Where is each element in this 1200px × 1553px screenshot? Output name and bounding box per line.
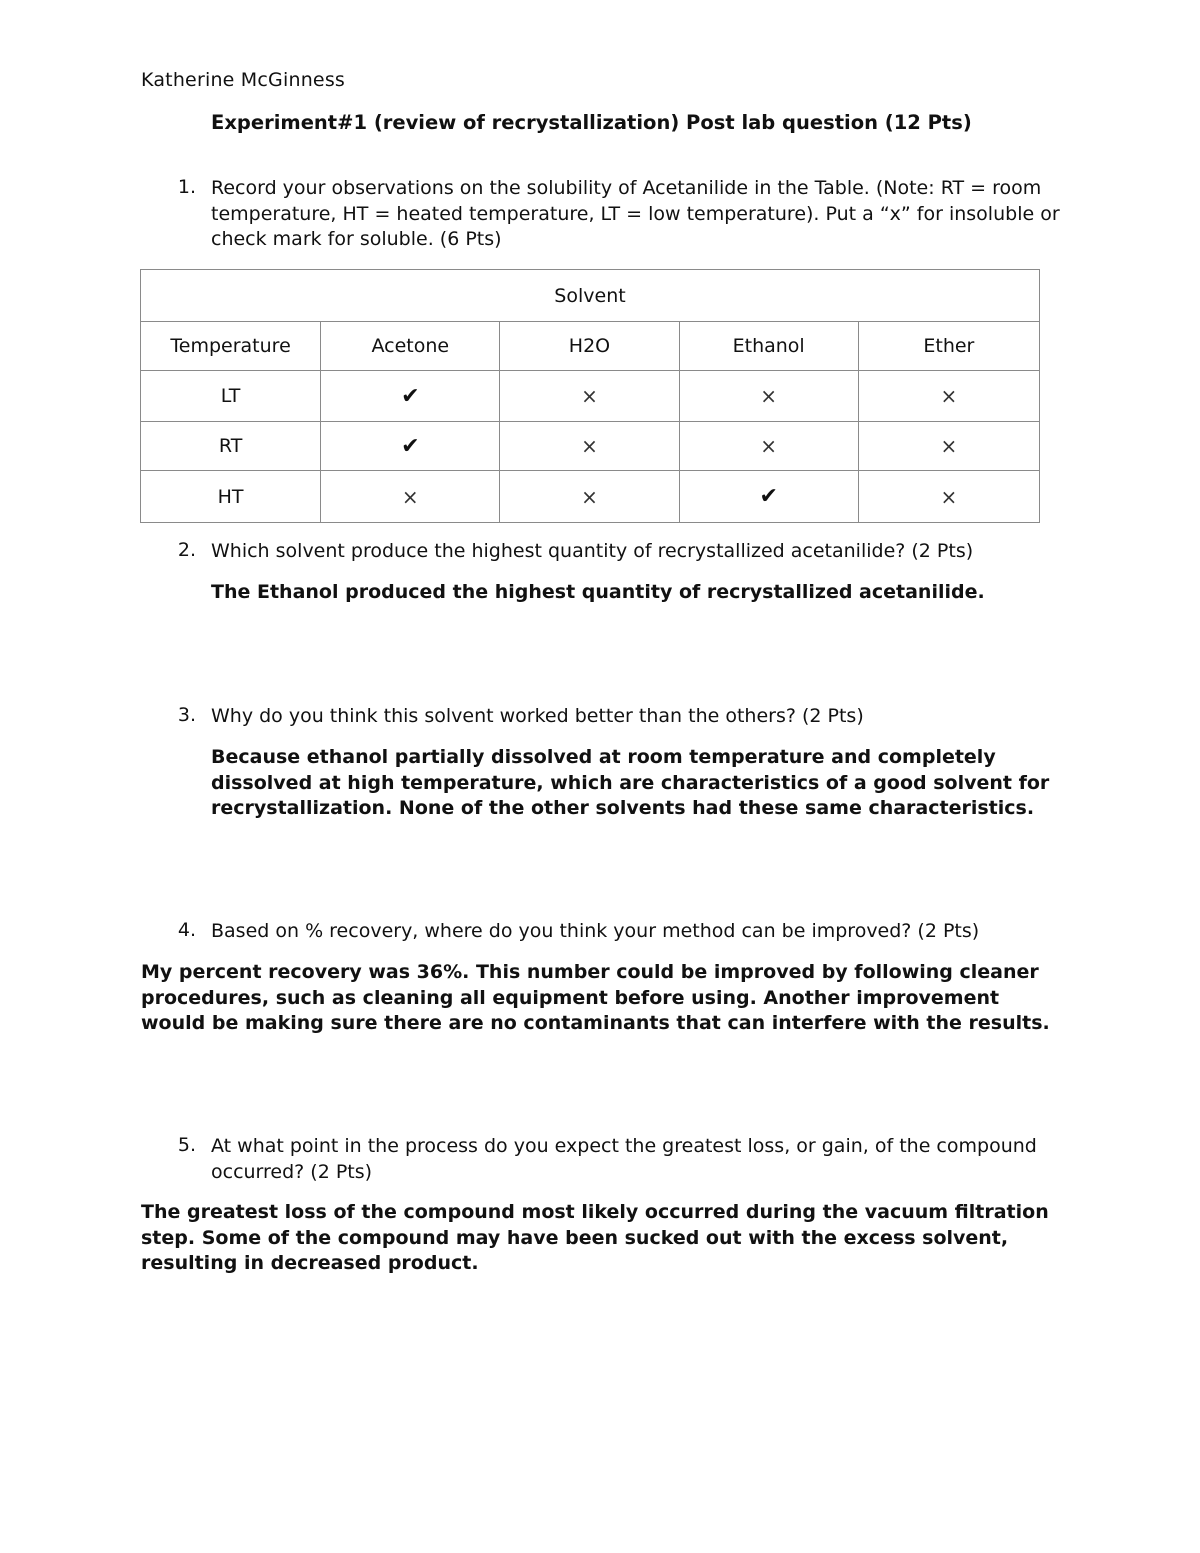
solubility-cell: × bbox=[858, 422, 1039, 471]
solubility-cell: × bbox=[500, 371, 679, 422]
temperature-cell: RT bbox=[141, 422, 321, 471]
temperature-cell: HT bbox=[141, 471, 321, 523]
question-1-number: 1. bbox=[177, 176, 196, 198]
solubility-cell: × bbox=[858, 471, 1039, 523]
question-3-text: Why do you think this solvent worked better than the others? (2 Pts) bbox=[211, 705, 864, 727]
table-row bbox=[141, 371, 1040, 422]
solubility-cell: × bbox=[858, 371, 1039, 422]
temperature-cell: LT bbox=[141, 371, 321, 422]
header-cell: H2O bbox=[500, 322, 679, 371]
header-cell: Ethanol bbox=[679, 322, 858, 371]
table-caption: Solvent bbox=[141, 270, 1040, 322]
solubility-table bbox=[140, 269, 1040, 523]
solubility-cell: × bbox=[321, 471, 500, 523]
document-title: Experiment#1 (review of recrystallization) Post lab question (12 Pts) bbox=[211, 111, 972, 134]
solubility-cell: ✔ bbox=[679, 471, 858, 523]
author-name: Katherine McGinness bbox=[141, 69, 346, 91]
solubility-cell: × bbox=[679, 371, 858, 422]
question-4-number: 4. bbox=[177, 919, 196, 941]
header-cell: Acetone bbox=[321, 322, 500, 371]
question-5-text: At what point in the process do you expect the greatest loss, or gain, of the compound occurred? (2 Pts) bbox=[211, 1135, 1037, 1183]
question-2-number: 2. bbox=[177, 539, 196, 561]
question-3-number: 3. bbox=[177, 704, 196, 726]
answer-3: Because ethanol partially dissolved at room temperature and completely dissolved at high temperature, which are characteristics of a good solvent for recrystallization. None of the other solvents had these same characteristics. bbox=[211, 746, 1050, 819]
header-cell: Ether bbox=[858, 322, 1039, 371]
table-header-row bbox=[141, 322, 1040, 371]
answer-4: My percent recovery was 36%. This number could be improved by following cleaner procedures, such as cleaning all equipment before using. Another improvement would be making sure there are no contaminants that can interfere with the results. bbox=[141, 961, 1050, 1034]
answer-2: The Ethanol produced the highest quantity of recrystallized acetanilide. bbox=[211, 581, 985, 603]
question-4-text: Based on % recovery, where do you think your method can be improved? (2 Pts) bbox=[211, 920, 980, 942]
solubility-cell: × bbox=[500, 422, 679, 471]
solubility-cell: ✔ bbox=[321, 422, 500, 471]
question-2-text: Which solvent produce the highest quantity of recrystallized acetanilide? (2 Pts) bbox=[211, 540, 974, 562]
solubility-cell: × bbox=[679, 422, 858, 471]
answer-5: The greatest loss of the compound most likely occurred during the vacuum filtration step. Some of the compound may have been sucked out with the excess solvent, resulting in decreased product. bbox=[141, 1201, 1049, 1274]
table-row bbox=[141, 422, 1040, 471]
question-1-text: Record your observations on the solubility of Acetanilide in the Table. (Note: RT = room temperature, HT = heated temperature, LT = low temperature). Put a “x” for insoluble or check mark for soluble. (6 Pts) bbox=[211, 177, 1060, 250]
table-row bbox=[141, 471, 1040, 523]
solubility-cell: × bbox=[500, 471, 679, 523]
question-5-number: 5. bbox=[177, 1134, 196, 1156]
solubility-cell: ✔ bbox=[321, 371, 500, 422]
header-cell: Temperature bbox=[141, 322, 321, 371]
